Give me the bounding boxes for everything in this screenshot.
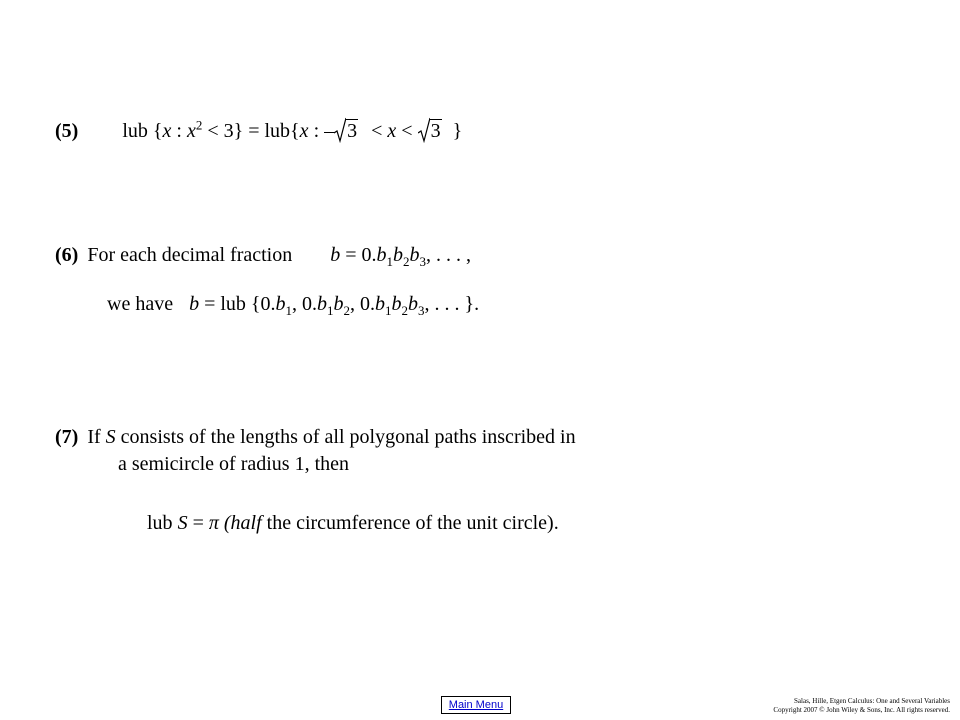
less-than: < [401,120,413,142]
pi-symbol: π [208,512,219,534]
lub-label: lub [122,120,148,142]
set-close: } [452,120,463,142]
sqrt-3: 3 [334,117,358,143]
item-7-number: (7) [55,426,79,448]
var-b: b [189,293,200,315]
var-x: x [299,120,309,142]
minus-sign: – [324,120,335,142]
set-open: { [152,120,163,142]
item-7-line-2: a semicircle of radius 1, then [118,453,350,475]
exponent: 2 [195,117,203,133]
item-6-line-1: (6) For each decimal fraction $b = 0.b_1b_2b_3$, . . . , [55,244,472,269]
main-menu-button[interactable]: Main Menu [441,696,511,714]
sqrt-3: 3 [418,117,442,143]
we-have: we have [107,293,174,315]
colon: : [313,120,320,142]
var-x: x [162,120,172,142]
item-7-line-3: lub S = π (half the circumference of the unit circle). [147,512,559,534]
item-5 [55,117,462,143]
radical-sign-icon [418,117,430,143]
inequality: < 3} = lub{ [207,120,300,142]
item-6-intro: For each decimal fraction [87,244,293,266]
item-6-line-2: we have b = lub {$0.b_1$, $0.b_1b_2$, $0.b_1b_2b_3$, . . . }. [107,293,480,318]
copyright-notice: Salas, Hille, Etgen Calculus: One and Several Variables Copyright 2007 © John Wiley & Sons, Inc. All rights reserved. [773,697,950,714]
var-S: S [105,426,116,448]
var-b: b [330,244,341,266]
item-7-line-1: (7) If S consists of the lengths of all polygonal paths inscribed in [55,426,576,448]
var-x: x [186,120,196,142]
colon: : [176,120,182,142]
var-x: x [387,120,397,142]
item-6-number: (6) [55,244,79,266]
radical-sign-icon [334,117,346,143]
equals-decimal: = 0. [345,244,377,266]
var-S: S [177,512,188,534]
item-5-number: (5) [55,120,79,142]
less-than: < [371,120,383,142]
